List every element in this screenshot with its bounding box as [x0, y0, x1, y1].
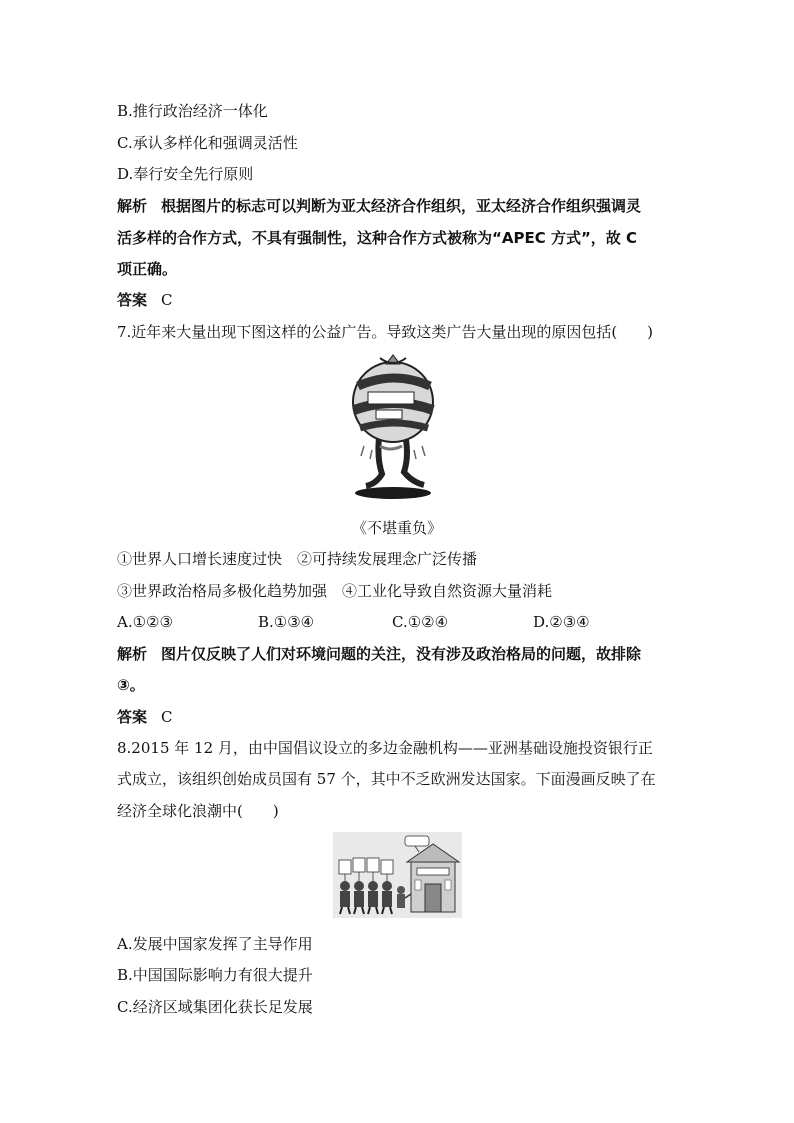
- q8-option-c: C.经济区域集团化获长足发展: [117, 998, 313, 1016]
- q6-option-b: B.推行政治经济一体化: [117, 102, 268, 120]
- q8-stem-2: 式成立，该组织创始成员国有 57 个，其中不乏欧洲发达国家。下面漫画反映了在: [117, 770, 656, 788]
- q7-figure-caption: 《不堪重负》: [351, 519, 442, 537]
- q7-stem: 7.近年来大量出现下图这样的公益广告。导致这类广告大量出现的原因包括( ): [117, 323, 654, 341]
- q8-option-b: B.中国国际影响力有很大提升: [117, 966, 313, 984]
- q6-analysis-text-2: 活多样的合作方式，不具有强制性，这种合作方式被称为“APEC 方式”，故 C: [117, 229, 638, 247]
- q6-analysis-text-1: 根据图片的标志可以判断为亚太经济合作组织，亚太经济合作组织强调灵: [161, 197, 642, 215]
- q7-analysis: [117, 644, 641, 664]
- q6-option-c: C.承认多样化和强调灵活性: [117, 134, 298, 152]
- q7-statements-1-2: ①世界人口增长速度过快 ②可持续发展理念广泛传播: [117, 550, 478, 568]
- q7-option-c: C.①②④: [392, 613, 449, 631]
- q7-answer: [117, 707, 173, 727]
- q6-analysis-label: 解析: [117, 197, 148, 215]
- q8-stem-1: 8.2015 年 12 月，由中国倡议设立的多边金融机构——亚洲基础设施投资银行正: [117, 739, 653, 757]
- q7-analysis-text-2: ③。: [117, 676, 145, 694]
- q7-analysis-text-1: 图片仅反映了人们对环境问题的关注，没有涉及政治格局的问题，故排除: [161, 645, 642, 663]
- q7-answer-label: 答案: [117, 708, 148, 726]
- q6-answer: [117, 290, 173, 310]
- q6-analysis: [117, 196, 641, 216]
- q7-statements-3-4: ③世界政治格局多极化趋势加强 ④工业化导致自然资源大量消耗: [117, 582, 553, 600]
- q7-analysis-label: 解析: [117, 645, 148, 663]
- q7-option-d: D.②③④: [533, 613, 590, 631]
- q7-answer-value: C: [161, 708, 173, 726]
- q6-answer-value: C: [161, 291, 173, 309]
- q6-option-d: D.奉行安全先行原则: [117, 165, 254, 183]
- q8-option-a: A.发展中国家发挥了主导作用: [117, 935, 313, 953]
- aiib-bank-cartoon-icon: [333, 832, 462, 918]
- q6-answer-label: 答案: [117, 291, 148, 309]
- q8-stem-3: 经济全球化浪潮中( ): [117, 802, 279, 820]
- q6-analysis-text-3: 项正确。: [117, 260, 178, 278]
- q7-option-a: A.①②③: [117, 613, 173, 631]
- q7-option-b: B.①③④: [258, 613, 315, 631]
- overloaded-earth-cartoon-icon: [336, 352, 454, 502]
